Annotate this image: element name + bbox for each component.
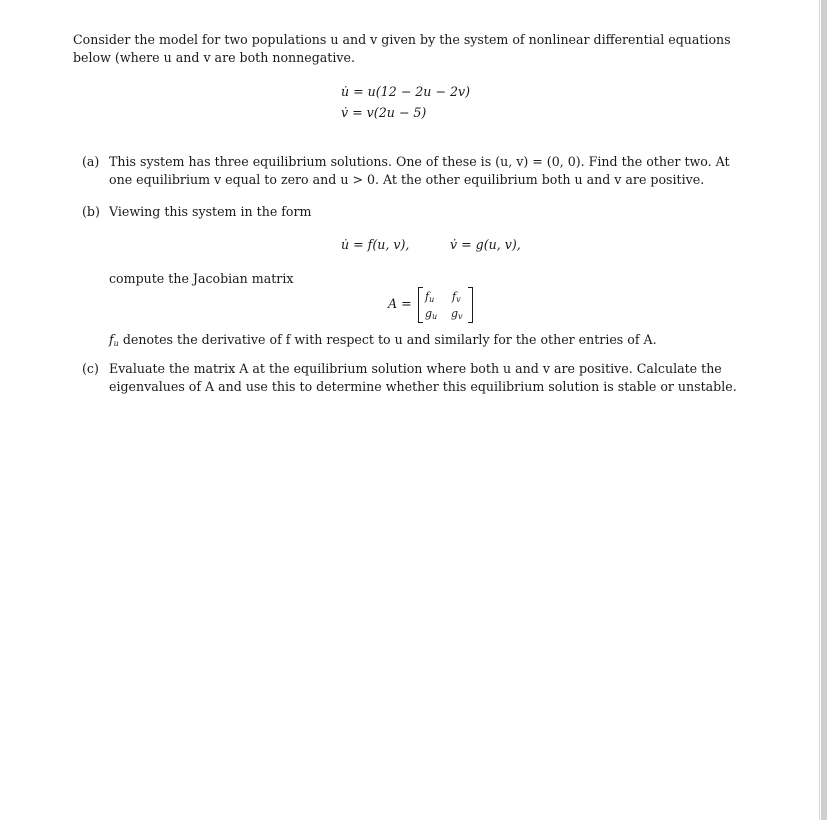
- scrollbar-thumb[interactable]: [821, 0, 827, 820]
- part-b: [82, 203, 762, 223]
- part-c-label: (c): [82, 361, 99, 376]
- part-c-line-2: eigenvalues of A and use this to determine whether this equilibrium solution is stable or unstable.: [109, 379, 737, 394]
- part-a-line-1: This system has three equilibrium solutions. One of these is (u, v) = (0, 0). Find the other two. At: [109, 154, 730, 169]
- part-c-text: [109, 360, 757, 396]
- part-a: [82, 153, 762, 193]
- matrix-cell-fv: $f_v$: [452, 290, 461, 304]
- vertical-scrollbar[interactable]: [819, 0, 828, 820]
- matrix-cell-gu: $g_u$: [425, 307, 438, 321]
- matrix-lhs: A =: [388, 296, 412, 311]
- form-equation-f: u̇ = f(u, v),: [341, 237, 410, 252]
- part-c-line-1: Evaluate the matrix A at the equilibrium solution where both u and v are positive. Calculate the: [109, 361, 722, 376]
- part-b-line-1: Viewing this system in the form: [109, 204, 312, 219]
- intro-line-2: below (where u and v are both nonnegative.: [73, 50, 355, 65]
- part-c: [82, 360, 762, 400]
- compute-jacobian-text: compute the Jacobian matrix: [109, 271, 294, 286]
- system-equation-1: u̇ = u(12 − 2u − 2v): [341, 84, 470, 99]
- matrix-left-bracket: [418, 287, 423, 323]
- matrix-cell-gv: $g_v$: [451, 307, 463, 321]
- intro-paragraph: [73, 31, 757, 67]
- form-equation-g: v̇ = g(u, v),: [450, 237, 521, 252]
- part-a-label: (a): [82, 154, 100, 169]
- part-a-line-2: one equilibrium v equal to zero and u > 0. At the other equilibrium both u and v are positive.: [109, 172, 705, 187]
- matrix-right-bracket: [468, 287, 473, 323]
- derivative-note: $f_u$ denotes the derivative of f with respect to u and similarly for the other entries of A.: [109, 332, 657, 348]
- matrix-cell-fu: $f_u$: [425, 290, 435, 304]
- system-equation-2: v̇ = v(2u − 5): [341, 105, 427, 120]
- part-b-label: (b): [82, 204, 100, 219]
- intro-line-1: Consider the model for two populations u and v given by the system of nonlinear differential equations: [73, 32, 731, 47]
- part-a-text: [109, 153, 757, 189]
